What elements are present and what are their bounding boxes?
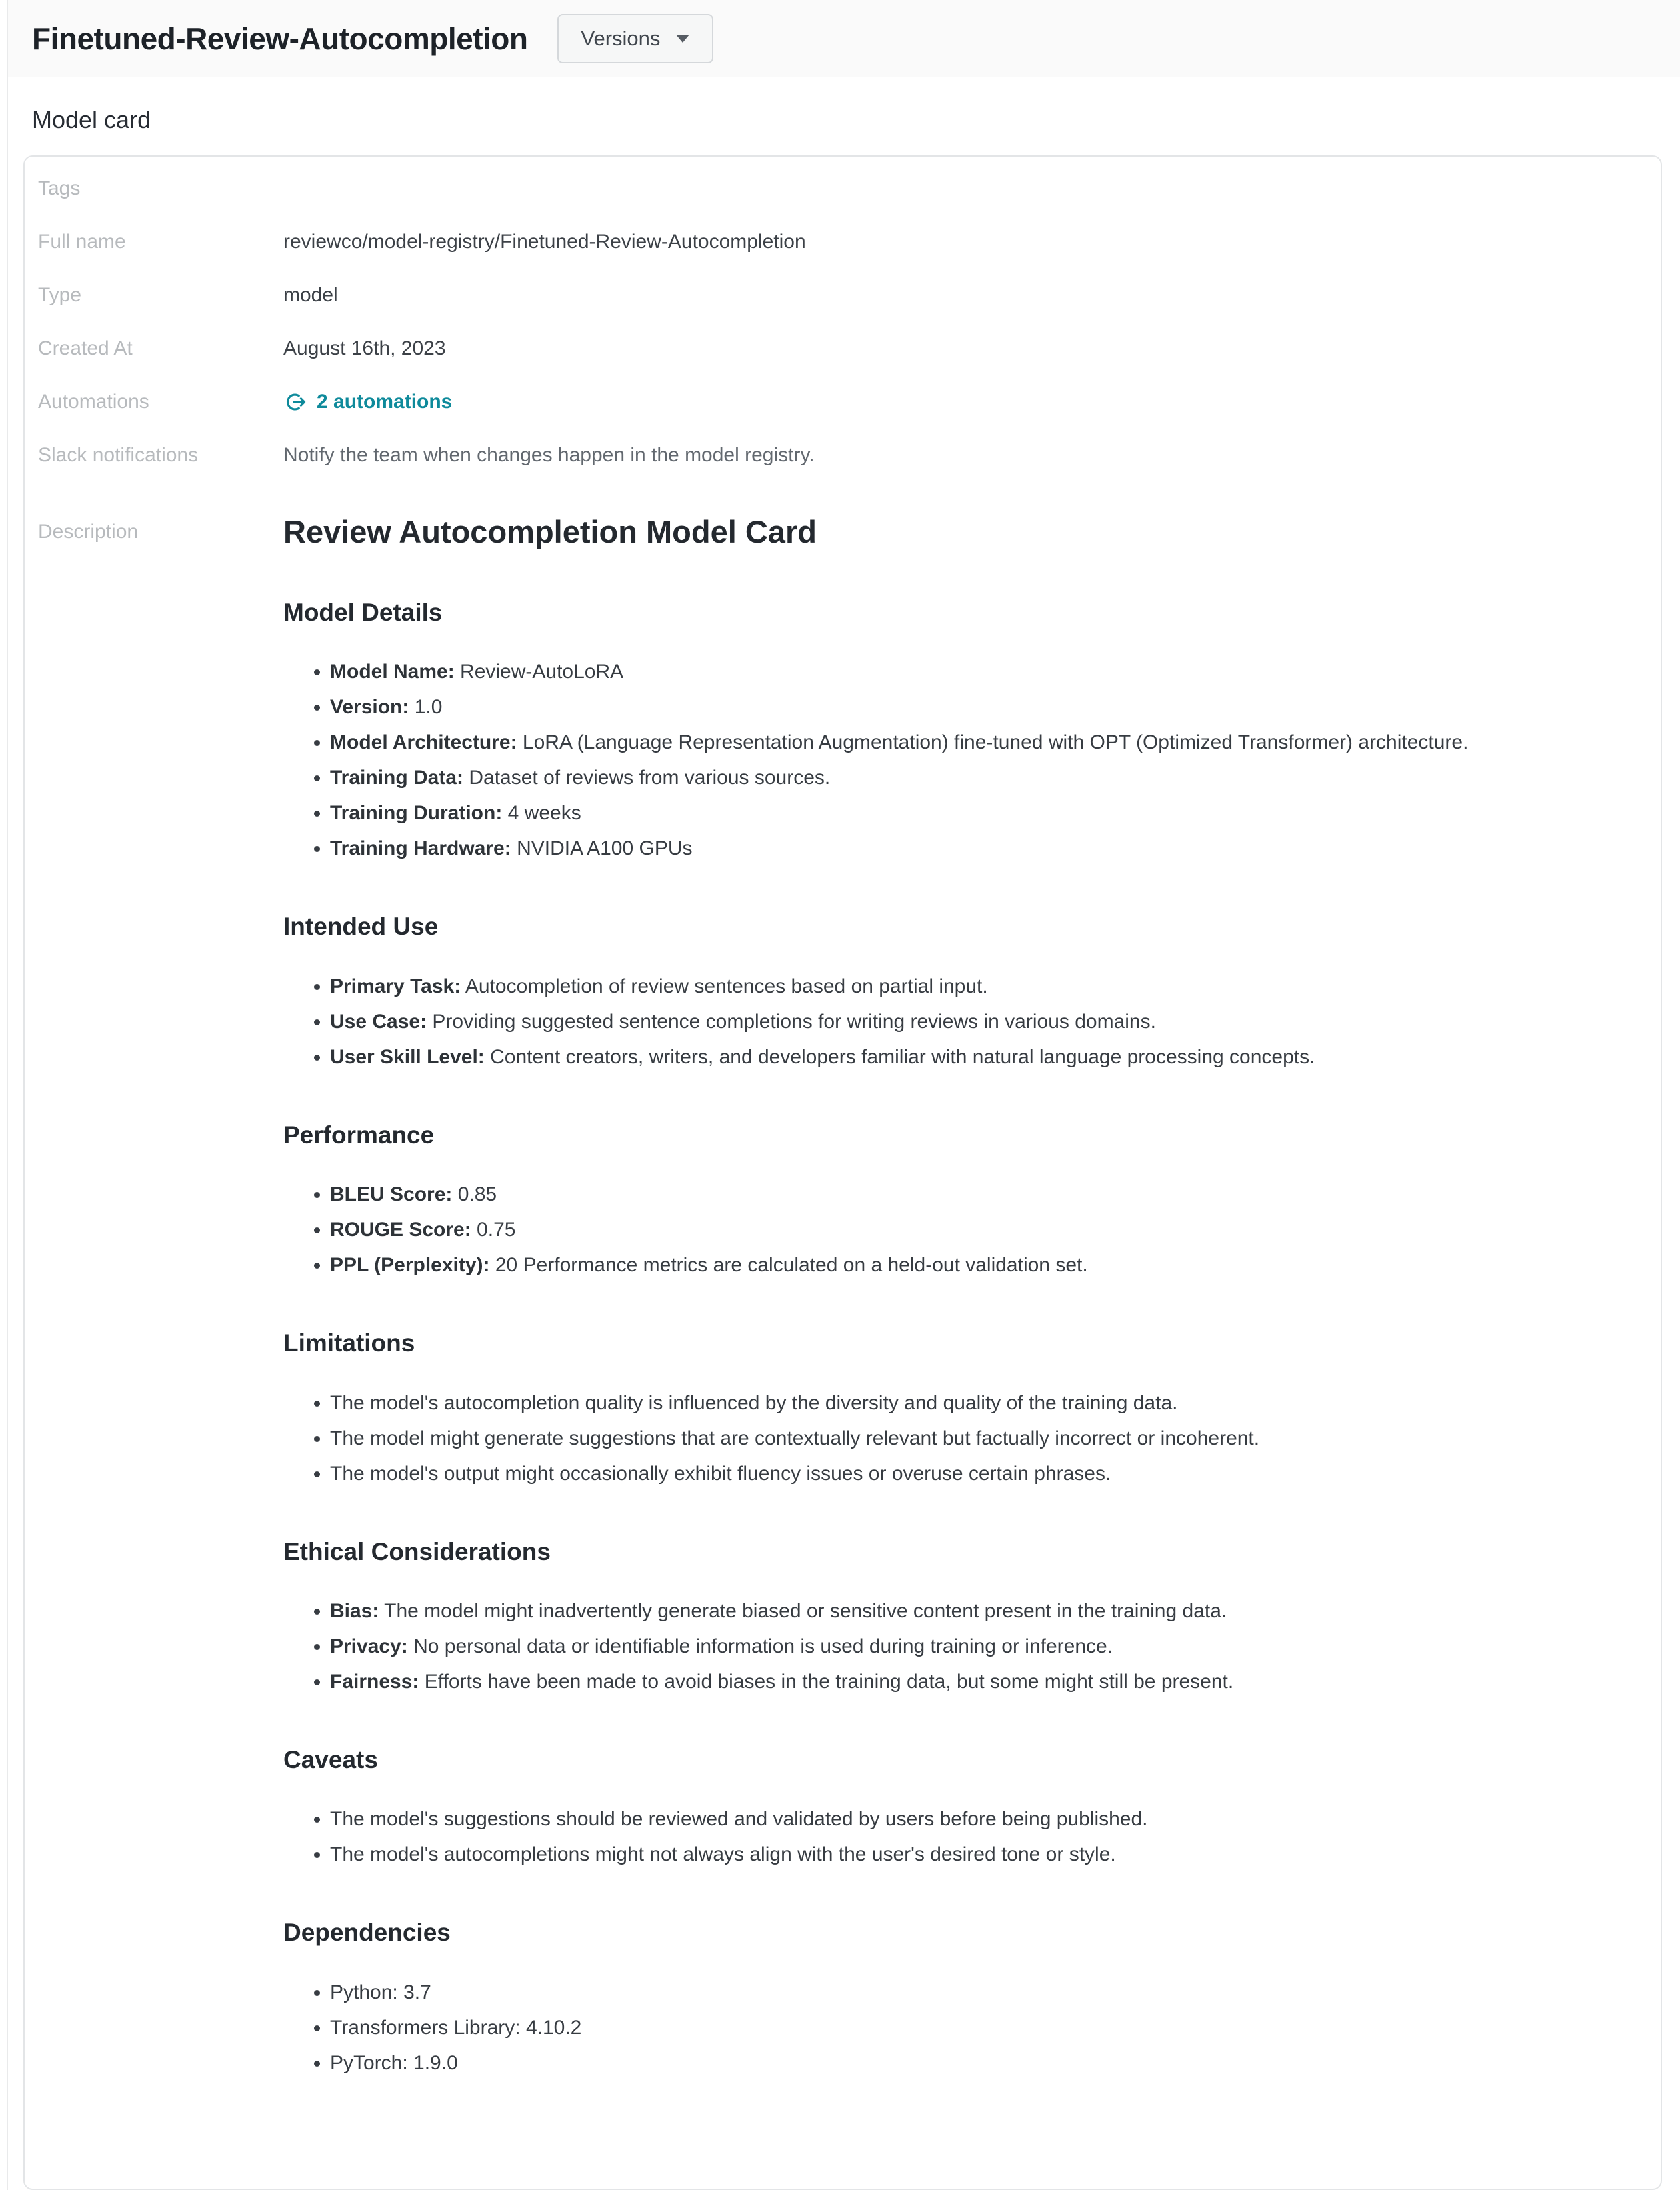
md-list <box>283 1596 1607 1697</box>
list-item: • ROUGE Score: 0.75 <box>330 1215 1607 1245</box>
automations-link-label: 2 automations <box>317 391 453 413</box>
md-list <box>283 1179 1607 1281</box>
list-item: • The model's output might occasionally exhibit fluency issues or overuse certain phrases. <box>330 1459 1607 1489</box>
description-markdown <box>283 510 1647 2083</box>
md-heading: Performance <box>283 1121 435 1149</box>
page-header <box>8 0 1680 77</box>
list-item: • Training Duration: 4 weeks <box>330 798 1607 829</box>
md-heading: Intended Use <box>283 913 439 941</box>
field-row <box>25 375 1661 429</box>
list-item: • User Skill Level: Content creators, writers, and developers familiar with natural language processing concepts. <box>330 1042 1607 1073</box>
field-label: Slack notifications <box>38 444 199 466</box>
md-list <box>283 657 1607 864</box>
registry-entry-title: Finetuned-Review-Autocompletion <box>32 21 528 56</box>
field-row <box>25 215 1661 269</box>
md-heading: Limitations <box>283 1329 415 1357</box>
field-row <box>25 269 1661 322</box>
field-label: Created At <box>38 337 133 359</box>
list-item: • Model Architecture: LoRA (Language Representation Augmentation) fine-tuned with OPT (Optimized Transformer) architecture. <box>330 727 1607 758</box>
model-card-panel <box>23 155 1662 2190</box>
field-value: model <box>283 284 338 306</box>
versions-button-label: Versions <box>581 26 661 50</box>
list-item: • Version: 1.0 <box>330 692 1607 723</box>
field-rows <box>25 162 1661 482</box>
list-item: • The model's autocompletions might not always align with the user's desired tone or style. <box>330 1839 1607 1870</box>
list-item: • Privacy: No personal data or identifiable information is used during training or inference. <box>330 1631 1607 1662</box>
field-label: Automations <box>38 391 149 413</box>
field-row <box>25 429 1661 482</box>
model-card-section-title: Model card <box>32 106 151 133</box>
list-item: • The model's autocompletion quality is influenced by the diversity and quality of the training data. <box>330 1388 1607 1419</box>
list-item: • The model's suggestions should be reviewed and validated by users before being published. <box>330 1804 1607 1835</box>
page <box>7 0 1680 2190</box>
field-value <box>283 390 452 414</box>
field-value: Notify the team when changes happen in the model registry. <box>283 444 815 466</box>
list-item: • BLEU Score: 0.85 <box>330 1179 1607 1210</box>
list-item: • PPL (Perplexity): 20 Performance metrics are calculated on a held-out validation set. <box>330 1250 1607 1281</box>
list-item: • Bias: The model might inadvertently generate biased or sensitive content present in the training data. <box>330 1596 1607 1627</box>
list-item: • The model might generate suggestions that are contextually relevant but factually incorrect or incoherent. <box>330 1423 1607 1454</box>
list-item: • Training Data: Dataset of reviews from various sources. <box>330 763 1607 793</box>
list-item: • Training Hardware: NVIDIA A100 GPUs <box>330 833 1607 864</box>
md-heading: Model Details <box>283 599 443 627</box>
md-sections <box>283 598 1607 2079</box>
chevron-down-icon <box>676 35 689 43</box>
field-label-description: Description <box>38 521 139 543</box>
list-item: • Model Name: Review-AutoLoRA <box>330 657 1607 687</box>
list-item: • Transformers Library: 4.10.2 <box>330 2013 1607 2043</box>
field-row <box>25 322 1661 375</box>
md-list <box>283 1388 1607 1489</box>
md-heading: Dependencies <box>283 1919 451 1947</box>
field-label: Type <box>38 284 82 306</box>
list-item: • Primary Task: Autocompletion of review sentences based on partial input. <box>330 971 1607 1002</box>
field-label: Full name <box>38 231 126 253</box>
automations-link[interactable] <box>283 390 452 414</box>
list-item: • Use Case: Providing suggested sentence completions for writing reviews in various domains. <box>330 1007 1607 1037</box>
md-title: Review Autocompletion Model Card <box>283 514 817 549</box>
md-list <box>283 1804 1607 1870</box>
list-item: • Fairness: Efforts have been made to avoid biases in the training data, but some might still be present. <box>330 1667 1607 1697</box>
md-list <box>283 1977 1607 2079</box>
md-list <box>283 971 1607 1073</box>
field-value: August 16th, 2023 <box>283 337 446 359</box>
field-row <box>25 162 1661 215</box>
field-label: Tags <box>38 177 81 199</box>
md-heading: Caveats <box>283 1746 378 1773</box>
md-heading: Ethical Considerations <box>283 1537 551 1565</box>
versions-button[interactable] <box>557 14 714 63</box>
description-row <box>25 510 1661 2083</box>
main-content <box>8 106 1680 2190</box>
list-item: • PyTorch: 1.9.0 <box>330 2048 1607 2079</box>
automation-icon <box>283 390 307 414</box>
list-item: • Python: 3.7 <box>330 1977 1607 2008</box>
field-value: reviewco/model-registry/Finetuned-Review-Autocompletion <box>283 231 806 253</box>
